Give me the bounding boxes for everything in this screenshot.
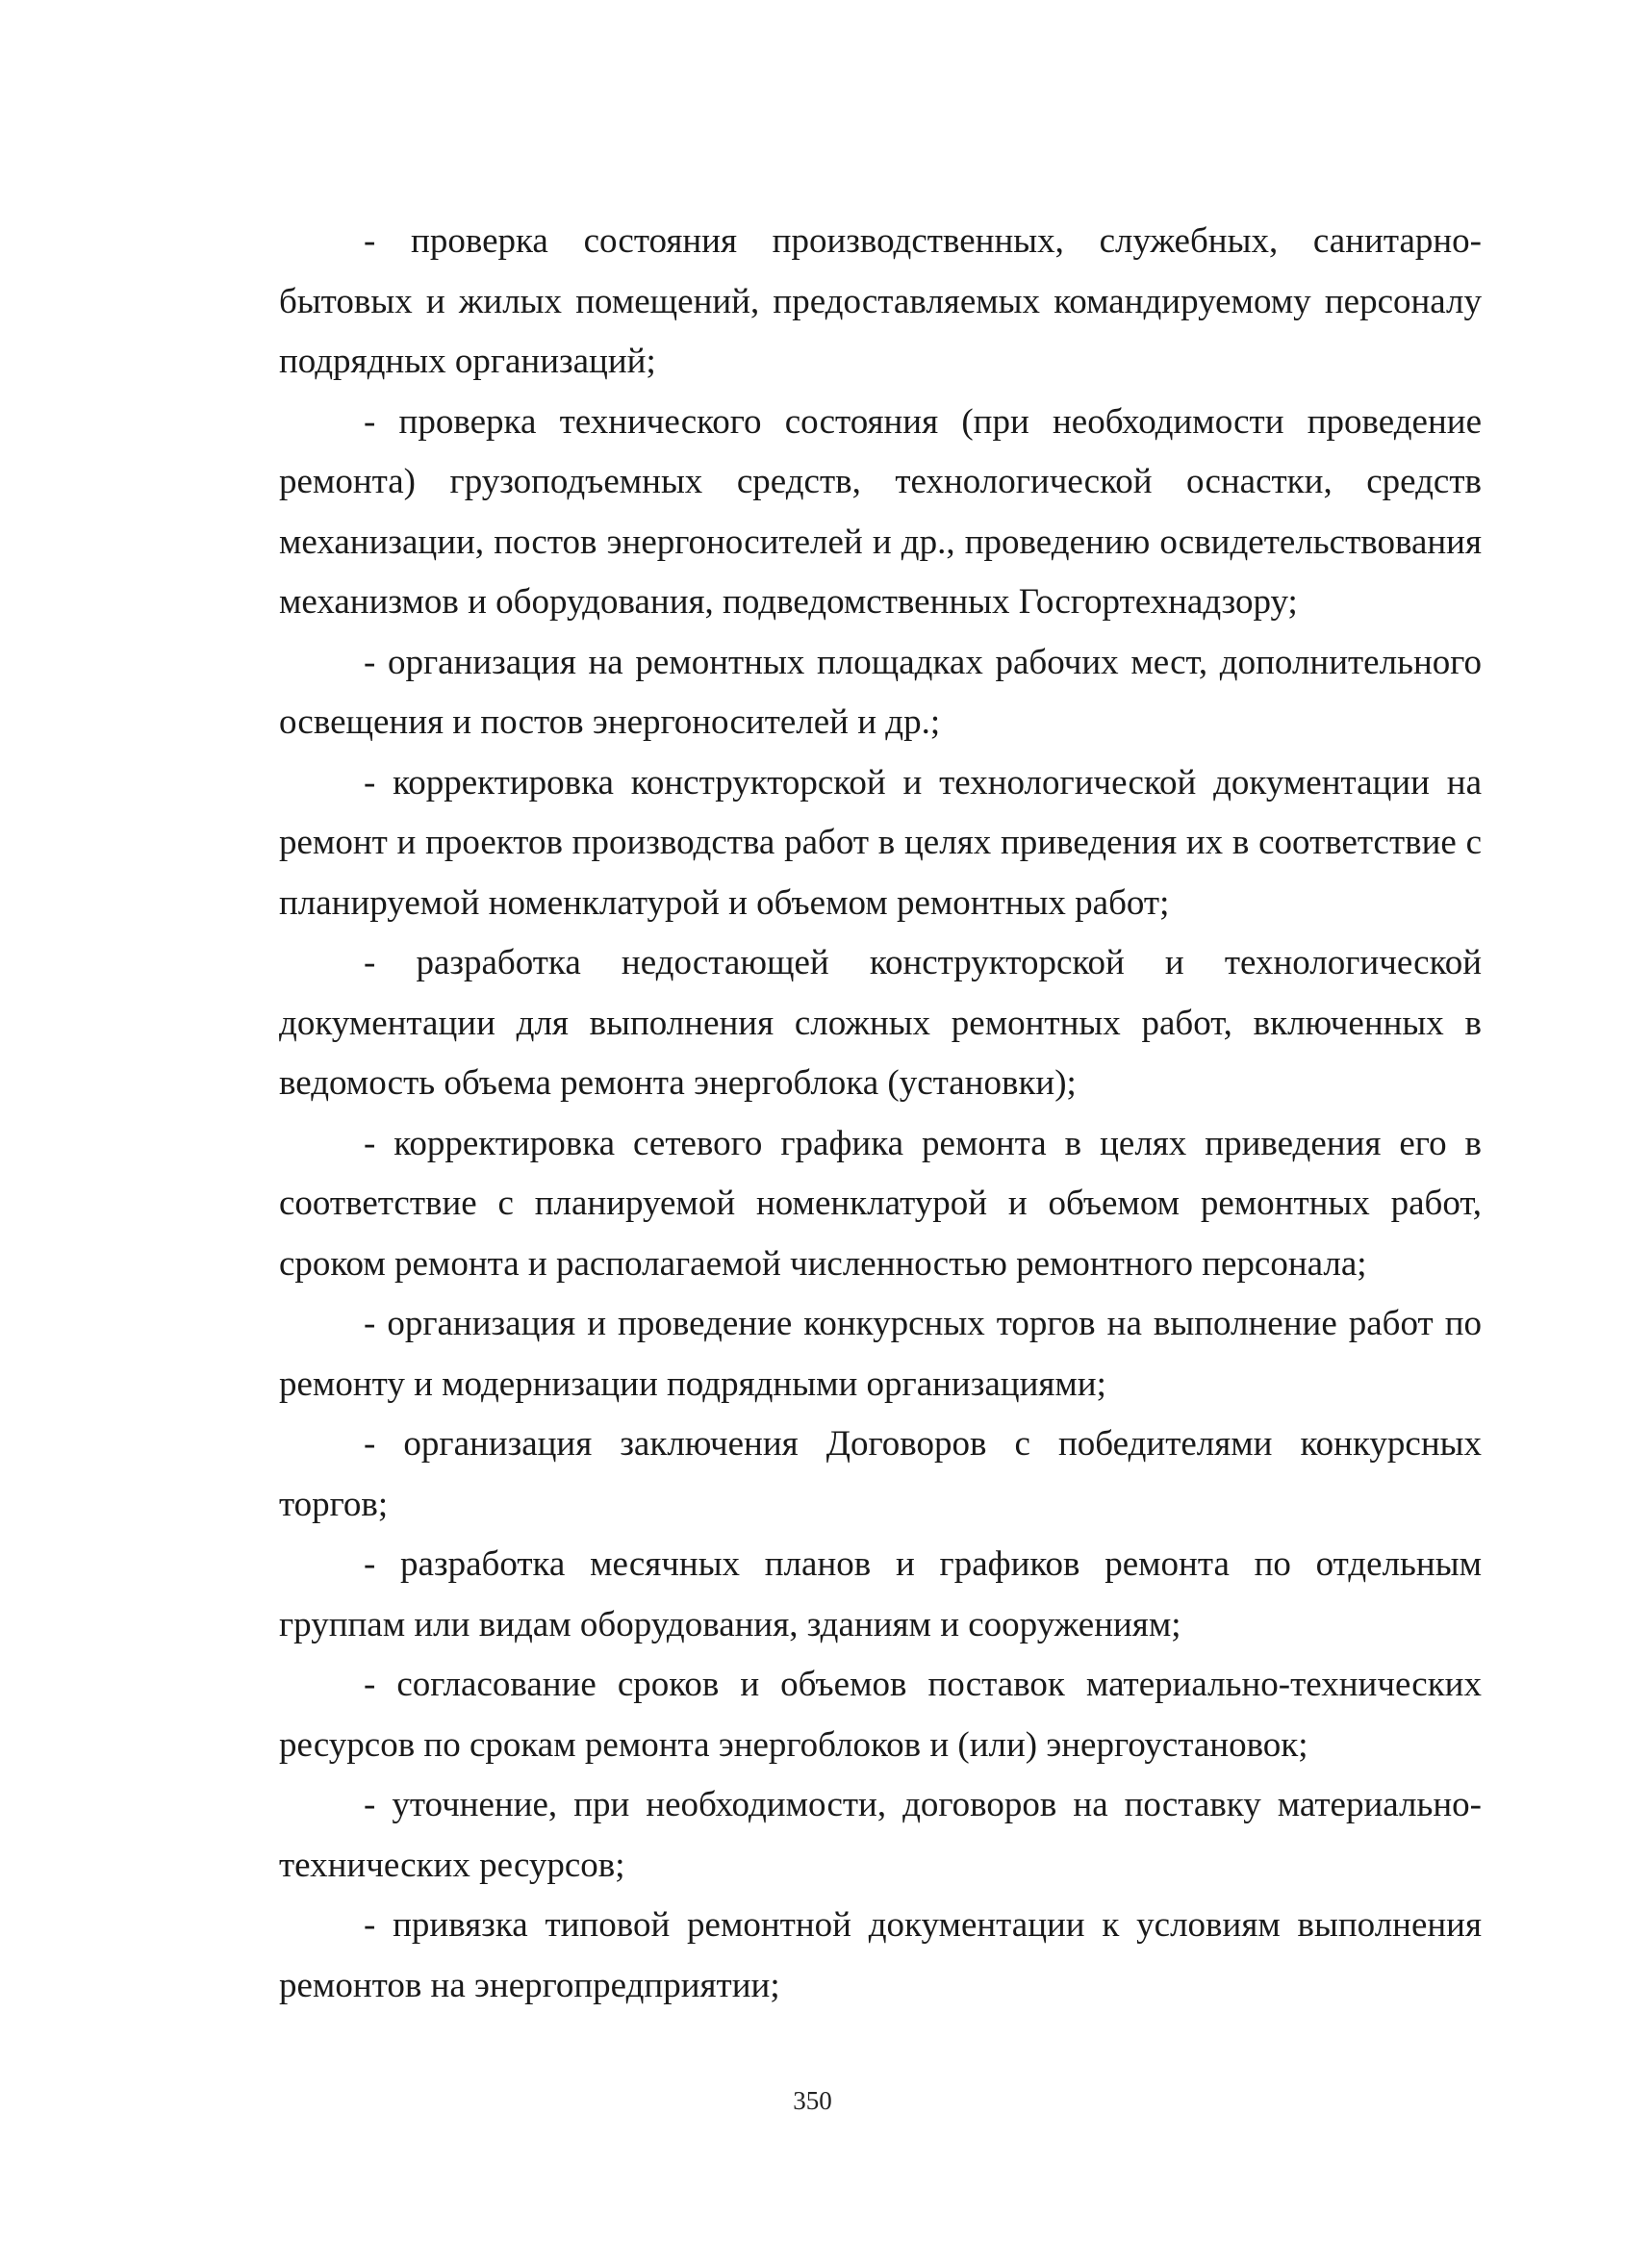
list-item: - организация на ремонтных площадках рабочих мест, дополнительного освещения и постов энергоносителей и др.; (279, 642, 1482, 742)
list-item: - корректировка сетевого графика ремонта в целях приведения его в соответствие с планируемой номенклатурой и объемом ремонтных работ, сроком ремонта и располагаемой численностью ремонтного персонала; (279, 1123, 1482, 1284)
page-number: 350 (793, 2086, 832, 2115)
list-item: - организация и проведение конкурсных торгов на выполнение работ по ремонту и модернизации подрядными организациями; (279, 1304, 1482, 1404)
list-item: - проверка технического состояния (при необходимости проведение ремонта) грузоподъемных средств, технологической оснастки, средств механизации, постов энергоносителей и др., проведению освидетельствования механизмов и оборудования, подведомственных Госгортехнадзору; (279, 401, 1482, 622)
list-item: - организация заключения Договоров с победителями конкурсных торгов; (279, 1424, 1482, 1524)
list-item: - согласование сроков и объемов поставок материально-технических ресурсов по срокам ремонта энергоблоков и (или) энергоустановок; (279, 1665, 1482, 1765)
list-item: - уточнение, при необходимости, договоров на поставку материально-технических ресурсов; (279, 1785, 1482, 1885)
list-item: - привязка типовой ремонтной документации к условиям выполнения ремонтов на энергопредприятии; (279, 1905, 1482, 2005)
list-item: - разработка недостающей конструкторской и технологической документации для выполнения сложных ремонтных работ, включенных в ведомость объема ремонта энергоблока (установки); (279, 943, 1482, 1103)
list-item: - корректировка конструкторской и технологической документации на ремонт и проектов производства работ в целях приведения их в соответствие с планируемой номенклатурой и объемом ремонтных работ; (279, 762, 1482, 923)
list-item: - проверка состояния производственных, служебных, санитарно-бытовых и жилых помещений, предоставляемых командируемому персоналу подрядных организаций; (279, 221, 1482, 381)
list-item: - разработка месячных планов и графиков ремонта по отдельным группам или видам оборудования, зданиям и сооружениям; (279, 1544, 1482, 1644)
body-text (279, 212, 1482, 2016)
